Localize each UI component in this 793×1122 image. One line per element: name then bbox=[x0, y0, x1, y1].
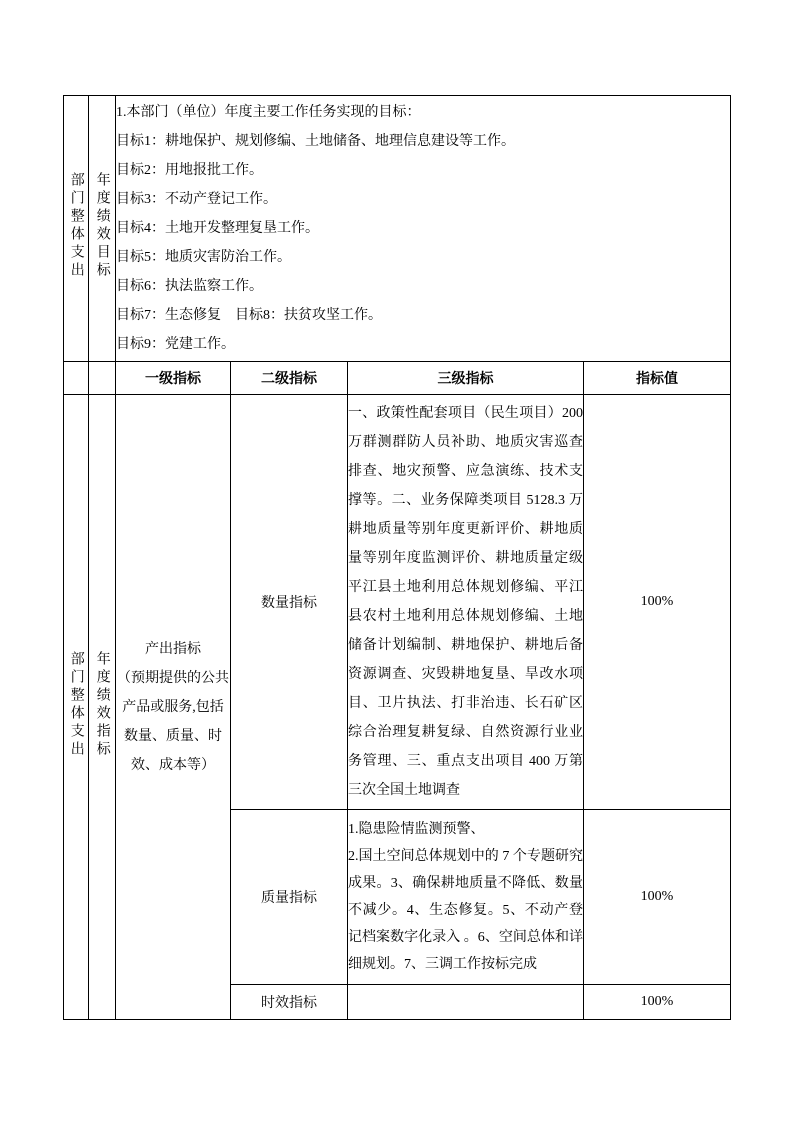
quantity-indicator-value: 100% bbox=[584, 395, 731, 810]
header-level3-label: 三级指标 bbox=[348, 362, 584, 395]
annual-performance-indicator-label: 年度绩效指标 bbox=[94, 650, 110, 759]
goal-type-cell bbox=[89, 96, 116, 362]
quantity-indicator-row bbox=[64, 395, 731, 810]
quality-indicator-value: 100% bbox=[584, 810, 731, 985]
goal-line-6: 目标6：执法监察工作。 bbox=[116, 279, 263, 294]
quantity-detail-text: 一、政策性配套项目（民生项目）200 万群测群防人员补助、地质灾害巡查排查、地灾预警、应急演练、技术支撑等。二、业务保障类项目 5128.3 万耕地质量等别年度更新评价、耕地质量等别年度监测评价、耕地质量定级平江县土地利用总体规划修编、平江县农村土地利用总体规划修编、土地储备计划编制、耕地保护、耕地后备资源调查、灾毁耕地复垦、旱改水项目、卫片执法、打非治违、长石矿区综合治理复耕复绿、自然资源行业业务管理、三、重点支出项目 400 万第三次全国土地调查 bbox=[348, 406, 583, 798]
goal-intro-line: 1.本部门（单位）年度主要工作任务实现的目标： bbox=[116, 105, 421, 120]
quantity-detail-cell bbox=[348, 395, 584, 810]
goal-category-cell bbox=[64, 96, 89, 362]
goal-line-2: 目标2：用地报批工作。 bbox=[116, 163, 263, 178]
goal-line-3: 目标3：不动产登记工作。 bbox=[116, 192, 277, 207]
indicator-type-cell bbox=[89, 395, 116, 1020]
output-indicator-description: （预期提供的公共产品或服务,包括数量、质量、时效、成本等） bbox=[117, 670, 229, 773]
timeliness-indicator-label: 时效指标 bbox=[231, 985, 348, 1020]
quantity-indicator-label: 数量指标 bbox=[231, 395, 348, 810]
quality-detail-cell bbox=[348, 810, 584, 985]
output-indicator-cell bbox=[116, 395, 231, 1020]
goal-list-cell bbox=[116, 96, 731, 362]
timeliness-indicator-value: 100% bbox=[584, 985, 731, 1020]
quality-indicator-label: 质量指标 bbox=[231, 810, 348, 985]
quality-detail-text-line1: 1.隐患险情监测预警、 bbox=[348, 822, 485, 837]
goal-section-row bbox=[64, 96, 731, 362]
header-spacer-cell-1 bbox=[64, 362, 89, 395]
goal-line-7-8: 目标7：生态修复 目标8：扶贫攻坚工作。 bbox=[116, 308, 382, 323]
budget-performance-table bbox=[63, 95, 731, 1020]
indicator-header-row bbox=[64, 362, 731, 395]
dept-overall-expenditure-label-2: 部门整体支出 bbox=[68, 650, 84, 759]
header-level1-label: 一级指标 bbox=[116, 362, 231, 395]
goal-line-1: 目标1：耕地保护、规划修编、土地储备、地理信息建设等工作。 bbox=[116, 134, 515, 149]
dept-overall-expenditure-label: 部门整体支出 bbox=[68, 172, 84, 280]
annual-performance-goal-label: 年度绩效目标 bbox=[94, 172, 110, 280]
header-value-label: 指标值 bbox=[584, 362, 731, 395]
quality-detail-text-rest: 2.国土空间总体规划中的 7 个专题研究成果。3、确保耕地质量不降低、数量不减少。4、生态修复。5、不动产登记档案数字化录入 。6、空间总体和详细规划。7、三调工作按标完成 bbox=[348, 849, 583, 972]
header-spacer-cell-2 bbox=[89, 362, 116, 395]
indicator-category-cell bbox=[64, 395, 89, 1020]
timeliness-detail-cell bbox=[348, 985, 584, 1020]
goal-line-4: 目标4：土地开发整理复垦工作。 bbox=[116, 221, 319, 236]
goal-line-5: 目标5：地质灾害防治工作。 bbox=[116, 250, 291, 265]
output-indicator-title: 产出指标 bbox=[145, 641, 201, 657]
goal-line-9: 目标9：党建工作。 bbox=[116, 337, 235, 352]
header-level2-label: 二级指标 bbox=[231, 362, 348, 395]
